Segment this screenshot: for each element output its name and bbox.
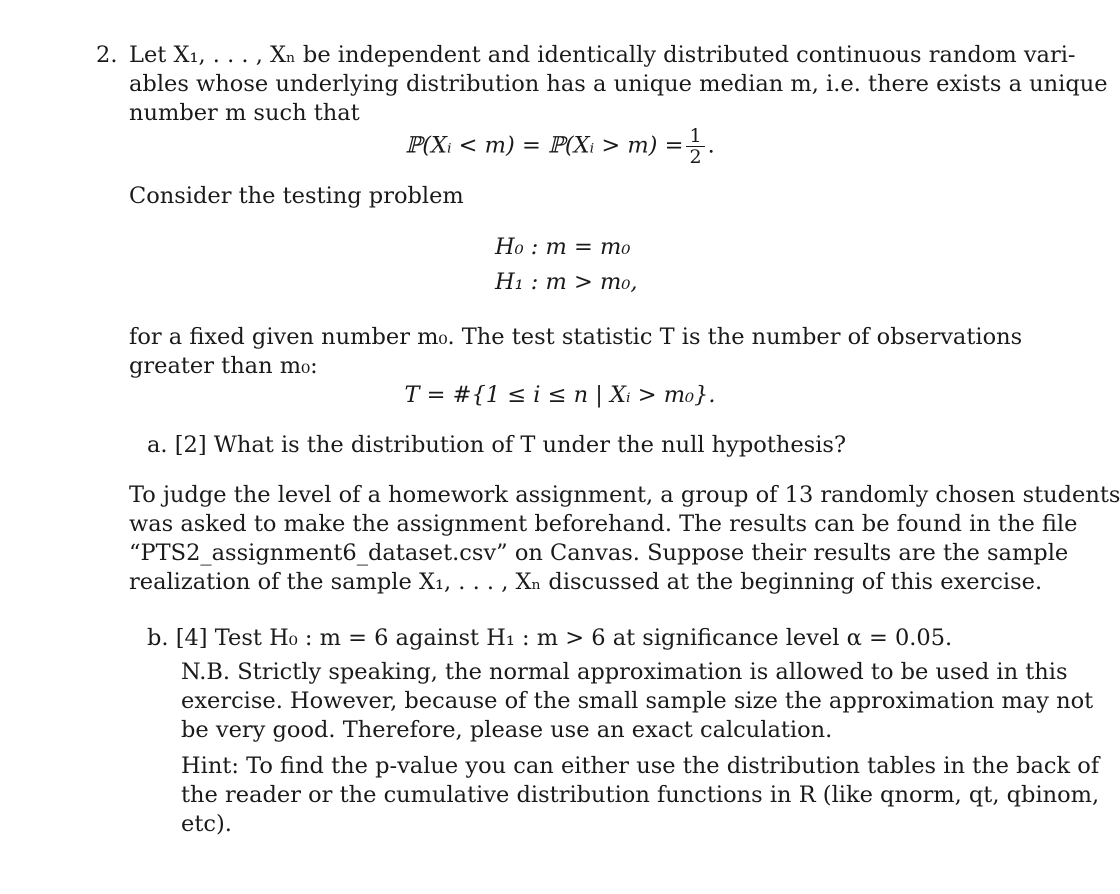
test-statistic-description: greater than m₀: (129, 353, 318, 379)
equation-period: . (707, 132, 715, 159)
part-a (147, 431, 846, 460)
part-b (147, 624, 952, 653)
consider-text: Consider the testing problem (129, 183, 464, 209)
one-half-fraction (686, 126, 704, 167)
part-b-label: b. (147, 625, 169, 651)
part-a-question: What is the distribution of T under the null hypothesis? (213, 432, 847, 458)
part-a-label: a. (147, 432, 168, 458)
test-statistic-equation: T = #{1 ≤ i ≤ n | Xᵢ > m₀}. (404, 382, 716, 408)
context-line: realization of the sample X₁, . . . , Xₙ discussed at the beginning of this exercise. (129, 569, 1043, 595)
part-b-question: Test H₀ : m = 6 against H₁ : m > 6 at significance level α = 0.05. (214, 625, 953, 651)
fraction-numerator: 1 (686, 126, 704, 147)
test-statistic-description: for a fixed given number m₀. The test statistic T is the number of observations (129, 324, 1023, 350)
part-b-hint-line: Hint: To find the p-value you can either use the distribution tables in the back of (181, 753, 1100, 779)
context-line: To judge the level of a homework assignment, a group of 13 randomly chosen students (129, 482, 1120, 508)
null-hypothesis: H₀ : m = m₀ (495, 234, 631, 260)
alt-hypothesis: H₁ : m > m₀, (495, 269, 638, 295)
median-equation (0, 126, 1120, 167)
intro-line: number m such that (129, 100, 360, 126)
intro-line: Let X₁, . . . , Xₙ be independent and identically distributed continuous random vari- (129, 42, 1076, 68)
part-b-nb-line: be very good. Therefore, please use an exact calculation. (181, 717, 833, 743)
median-equation-text: ℙ(Xᵢ < m) = ℙ(Xᵢ > m) = (405, 132, 684, 159)
part-b-hint-line: etc). (181, 811, 232, 837)
intro-line: ables whose underlying distribution has a unique median m, i.e. there exists a unique (129, 71, 1108, 97)
part-a-points: [2] (174, 432, 207, 458)
part-b-points: [4] (175, 625, 208, 651)
part-b-nb-line: exercise. However, because of the small sample size the approximation may not (181, 688, 1094, 714)
part-b-nb-line: N.B. Strictly speaking, the normal approximation is allowed to be used in this (181, 659, 1068, 685)
context-line: was asked to make the assignment beforehand. The results can be found in the file (129, 511, 1078, 537)
problem-number: 2. (96, 42, 118, 68)
context-line: “PTS2_assignment6_dataset.csv” on Canvas. Suppose their results are the sample (129, 540, 1069, 566)
part-b-hint-line: the reader or the cumulative distribution functions in R (like qnorm, qt, qbinom, (181, 782, 1100, 808)
fraction-denominator: 2 (689, 146, 702, 168)
